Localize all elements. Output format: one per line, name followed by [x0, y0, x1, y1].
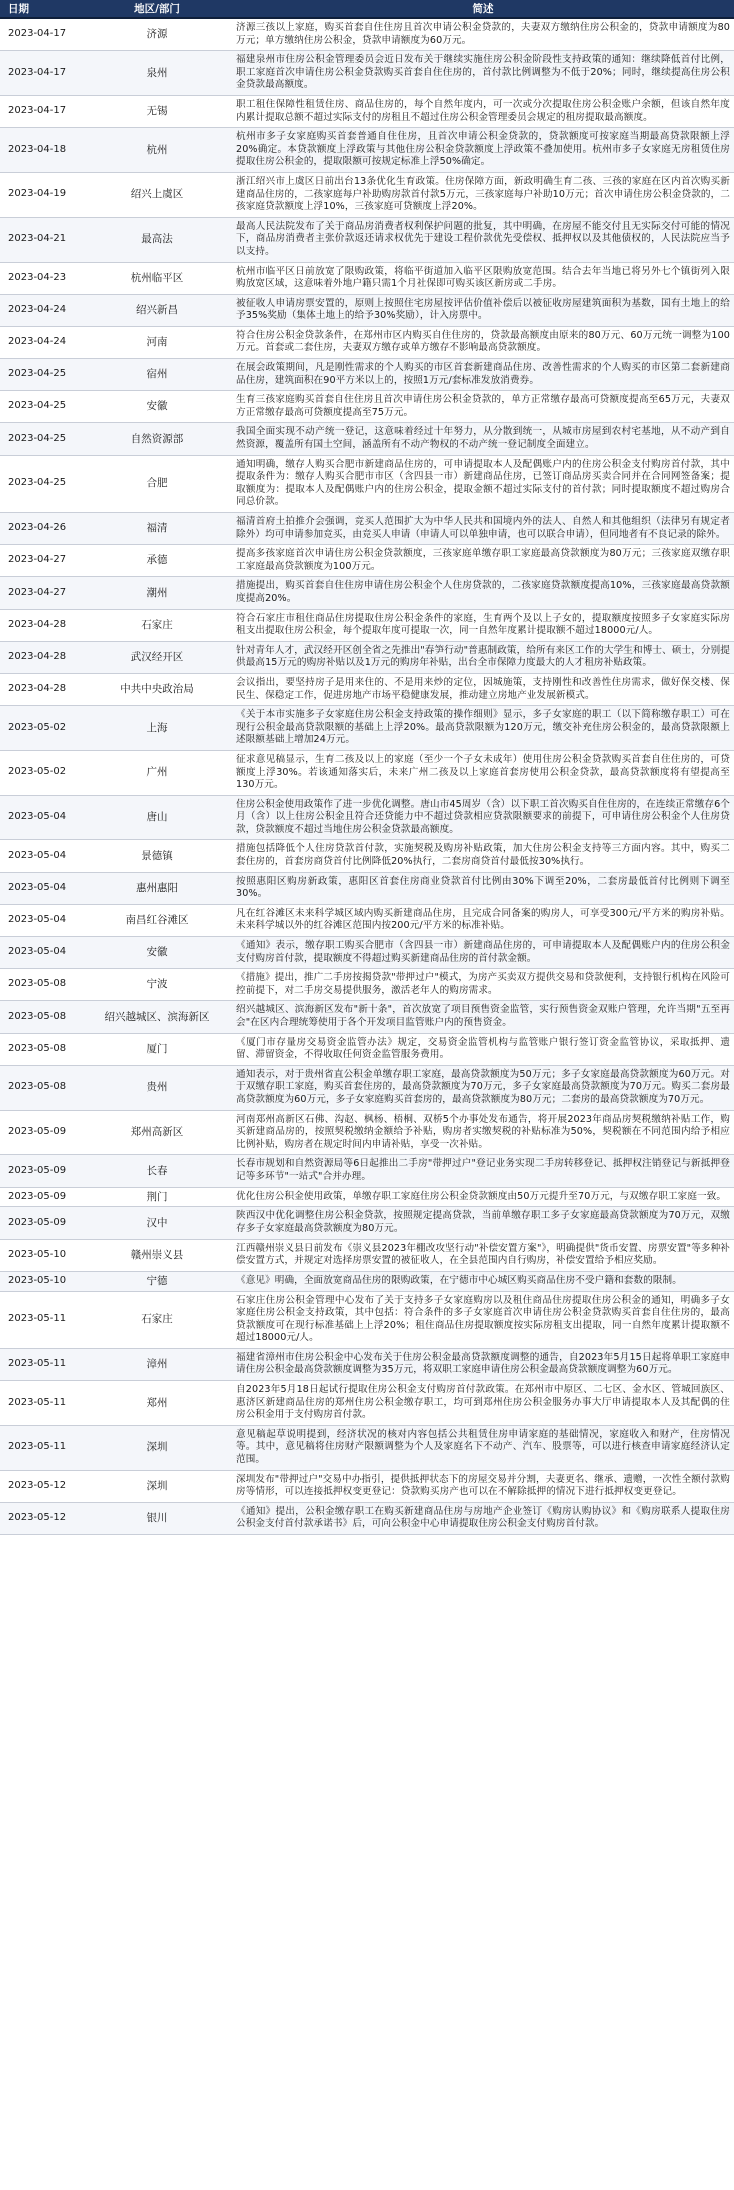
- date-cell: 2023-05-08: [0, 1065, 82, 1110]
- summary-cell: 会议指出，要坚持房子是用来住的、不是用来炒的定位，因城施策，支持刚性和改善性住房需求，做好保交楼、保民生、保稳定工作，促进房地产市场平稳健康发展，推动建立房地产业发展新模式。: [232, 673, 734, 705]
- region-cell: 自然资源部: [82, 423, 232, 455]
- summary-cell: 我国全面实现不动产统一登记，这意味着经过十年努力，从分散到统一，从城市房屋到农村宅基地，从不动产到自然资源，覆盖所有国土空间，涵盖所有不动产物权的不动产统一登记制度全面建立。: [232, 423, 734, 455]
- table-row: [0, 795, 734, 840]
- table-row: [0, 95, 734, 127]
- region-cell: 最高法: [82, 217, 232, 262]
- table-row: [0, 706, 734, 751]
- region-cell: 合肥: [82, 455, 232, 512]
- date-cell: 2023-04-21: [0, 217, 82, 262]
- table-row: [0, 172, 734, 217]
- region-cell: 泉州: [82, 51, 232, 96]
- table-row: [0, 1291, 734, 1348]
- region-cell: 河南: [82, 326, 232, 358]
- summary-cell: 最高人民法院发布了关于商品房消费者权利保护问题的批复，其中明确，在房屋不能交付且无实际交付可能的情况下，商品房消费者主张价款返还请求权优先于建设工程价款优先受偿权、抵押权以及其他债权的，人民法院应当予以支持。: [232, 217, 734, 262]
- date-cell: 2023-05-08: [0, 1033, 82, 1065]
- summary-cell: 按照惠阳区购房新政策，惠阳区首套住房商业贷款首付比例由30%下调至20%，二套房最低首付比例则下调至30%。: [232, 872, 734, 904]
- summary-cell: 石家庄住房公积金管理中心发布了关于支持多子女家庭购房以及租住商品住房提取住房公积金的通知，明确多子女家庭住房公积金支持政策，其中包括：符合条件的多子女家庭首次申请住房公积金贷款购买首套自住住房的，最高贷款额度可在现行标准基础上上浮20%；租住商品住房提取额度按实际房租支出提取，同一自然年度累计提取额不超过18000元/人。: [232, 1291, 734, 1348]
- table-row: [0, 294, 734, 326]
- region-cell: 上海: [82, 706, 232, 751]
- summary-cell: 《通知》表示，缴存职工购买合肥市（含四县一市）新建商品住房的，可申请提取本人及配偶账户内的住房公积金支付购房首付款，提取额度不得超过购买新建商品住房的首付款金额。: [232, 937, 734, 969]
- summary-cell: 措施包括降低个人住房贷款首付款，实施契税及购房补贴政策，加大住房公积金支持等三方面内容。其中，购买二套住房的，首套房商贷首付比例降低20%执行，二套房商贷首付最低按30%执行。: [232, 840, 734, 872]
- summary-cell: 济源三孩以上家庭，购买首套自住住房且首次申请公积金贷款的，夫妻双方缴纳住房公积金的，贷款申请额度为80万元；单方缴纳住房公积金，贷款申请额度为60万元。: [232, 18, 734, 51]
- date-cell: 2023-05-04: [0, 937, 82, 969]
- date-cell: 2023-04-19: [0, 172, 82, 217]
- region-cell: 宁波: [82, 969, 232, 1001]
- region-cell: 赣州崇义县: [82, 1239, 232, 1271]
- table-row: [0, 18, 734, 51]
- table-row: [0, 609, 734, 641]
- header-summary: 简述: [232, 0, 734, 18]
- date-cell: 2023-05-08: [0, 969, 82, 1001]
- table-row: [0, 513, 734, 545]
- date-cell: 2023-04-28: [0, 641, 82, 673]
- table-row: [0, 128, 734, 173]
- date-cell: 2023-04-25: [0, 391, 82, 423]
- date-cell: 2023-04-26: [0, 513, 82, 545]
- table-row: [0, 1207, 734, 1239]
- summary-cell: 征求意见稿显示，生育二孩及以上的家庭（至少一个子女未成年）使用住房公积金贷款购买首套自住住房的，可贷额度上浮30%。若该通知落实后，未来广州二孩及以上家庭首套房使用公积金贷款，最高贷款额度将有望提高至130万元。: [232, 750, 734, 795]
- date-cell: 2023-04-24: [0, 326, 82, 358]
- summary-cell: 凡在红谷滩区未来科学城区域内购买新建商品住房，且完成合同备案的购房人，可享受300元/平方米的购房补贴。未来科学城以外的红谷滩区范围内按200元/平方米的标准补贴。: [232, 904, 734, 936]
- table-row: [0, 840, 734, 872]
- table-row: [0, 326, 734, 358]
- date-cell: 2023-05-11: [0, 1425, 82, 1470]
- table-row: [0, 1239, 734, 1271]
- table-row: [0, 904, 734, 936]
- date-cell: 2023-05-10: [0, 1271, 82, 1291]
- summary-cell: 深圳发布"带押过户"交易中办指引，提供抵押状态下的房屋交易并分割，夫妻更名、继承、遗赠，一次性全额付款购房等情形，可以连接抵押权变更登记：贷款购买房产也可以在不解除抵押的情况下进行抵押权变更登记。: [232, 1470, 734, 1502]
- region-cell: 唐山: [82, 795, 232, 840]
- date-cell: 2023-04-25: [0, 455, 82, 512]
- date-cell: 2023-05-10: [0, 1239, 82, 1271]
- table-row: [0, 359, 734, 391]
- date-cell: 2023-05-12: [0, 1470, 82, 1502]
- summary-cell: 职工租住保障性租赁住房、商品住房的，每个自然年度内，可一次或分次提取住房公积金账户余额，但该自然年度内累计提取总额不超过实际支付的房租且不超过住房公积金管理委员会规定的租房提取最高额度。: [232, 95, 734, 127]
- date-cell: 2023-04-25: [0, 359, 82, 391]
- region-cell: 绍兴上虞区: [82, 172, 232, 217]
- summary-cell: 杭州市多子女家庭购买首套普通自住住房，且首次申请公积金贷款的，贷款额度可按家庭当期最高贷款限额上浮20%确定。本贷款额度上浮政策与其他住房公积金贷款额度上浮政策不叠加使用。杭州市多子女家庭无房租赁住房提取住房公积金的，提取限额可按规定标准上浮50%确定。: [232, 128, 734, 173]
- region-cell: 无锡: [82, 95, 232, 127]
- table-header: [0, 0, 734, 18]
- date-cell: 2023-05-09: [0, 1207, 82, 1239]
- summary-cell: 福清首府土拍推介会强调，竞买人范围扩大为中华人民共和国境内外的法人、自然人和其他组织（法律另有规定者除外）均可申请参加竞买，由竞买人申请（申请人可以单独申请，也可以联合申请），但同地者有不良记录的除外。: [232, 513, 734, 545]
- summary-cell: 符合住房公积金贷款条件，在郑州市区内购买自住住房的，贷款最高额度由原来的80万元、60万元统一调整为100万元。首套或二套住房，夫妻双方缴存或单方缴存不影响最高贷款额度。: [232, 326, 734, 358]
- region-cell: 宁德: [82, 1271, 232, 1291]
- region-cell: 广州: [82, 750, 232, 795]
- region-cell: 景德镇: [82, 840, 232, 872]
- summary-cell: 通知表示，对于贵州省直公积金单缴存职工家庭，最高贷款额度为50万元；多子女家庭最高贷款额度为60万元。对于双缴存职工家庭，购买首套住房的，最高贷款额度为70万元，多子女家庭最高贷款额度为70万元。购买二套房最高贷款额度为60万元，多子女家庭购买首套房的，最高贷款额度为80万元；二套房的最高贷款额度为70万元。: [232, 1065, 734, 1110]
- table-row: [0, 872, 734, 904]
- date-cell: 2023-05-11: [0, 1348, 82, 1380]
- summary-cell: 在展会政策期间，凡是刚性需求的个人购买的市区首套新建商品住房、改善性需求的个人购买的市区第二套新建商品住房，建筑面积在90平方米以上的，按照1万元/套标准发放消费券。: [232, 359, 734, 391]
- date-cell: 2023-05-12: [0, 1502, 82, 1534]
- summary-cell: 江西赣州崇义县日前发布《崇义县2023年棚改攻坚行动"补偿安置方案"》，明确提供"货币安置、房票安置"等多种补偿安置方式，并规定对选择房票安置的被征收人，在全县范围内自行购房，补偿安置给予相应奖励。: [232, 1239, 734, 1271]
- date-cell: 2023-05-11: [0, 1291, 82, 1348]
- date-cell: 2023-05-02: [0, 706, 82, 751]
- region-cell: 银川: [82, 1502, 232, 1534]
- table-row: [0, 455, 734, 512]
- header-region: 地区/部门: [82, 0, 232, 18]
- region-cell: 宿州: [82, 359, 232, 391]
- table-row: [0, 937, 734, 969]
- region-cell: 厦门: [82, 1033, 232, 1065]
- summary-cell: 自2023年5月18日起试行提取住房公积金支付购房首付款政策。在郑州市中原区、二七区、金水区、管城回族区、惠济区新建商品住房的郑州住房公积金缴存职工，均可到郑州住房公积金服务办事大厅申请提取本人及其配偶的住房公积金用于支付购房首付款。: [232, 1381, 734, 1426]
- table-row: [0, 1033, 734, 1065]
- region-cell: 武汉经开区: [82, 641, 232, 673]
- summary-cell: 被征收人申请房票安置的，原则上按照住宅房屋按评估价值补偿后以被征收房屋建筑面积为基数，国有土地上的给予35%奖励（集体土地上的给予30%奖励），计入房票中。: [232, 294, 734, 326]
- region-cell: 汉中: [82, 1207, 232, 1239]
- region-cell: 潮州: [82, 577, 232, 609]
- region-cell: 济源: [82, 18, 232, 51]
- summary-cell: 杭州市临平区日前放宽了限购政策，将临平街道加入临平区限购放宽范围。结合去年当地已将另外七个镇街列入限购放宽区域，这意味着外地户籍只需1个月社保即可购买该区新房或二手房。: [232, 262, 734, 294]
- date-cell: 2023-04-18: [0, 128, 82, 173]
- table-row: [0, 423, 734, 455]
- table-row: [0, 262, 734, 294]
- region-cell: 贵州: [82, 1065, 232, 1110]
- region-cell: 漳州: [82, 1348, 232, 1380]
- table-row: [0, 969, 734, 1001]
- table-row: [0, 1271, 734, 1291]
- date-cell: 2023-04-25: [0, 423, 82, 455]
- date-cell: 2023-05-08: [0, 1001, 82, 1033]
- table-row: [0, 391, 734, 423]
- region-cell: 深圳: [82, 1470, 232, 1502]
- table-row: [0, 1001, 734, 1033]
- region-cell: 中共中央政治局: [82, 673, 232, 705]
- region-cell: 石家庄: [82, 1291, 232, 1348]
- summary-cell: 《措施》提出，推广二手房按揭贷款"带押过户"模式，为房产买卖双方提供交易和贷款便利，支持银行机构在风险可控前提下，对二手房交易提供服务，激活老年人的购房需求。: [232, 969, 734, 1001]
- date-cell: 2023-04-24: [0, 294, 82, 326]
- summary-cell: 符合石家庄市租住商品住房提取住房公积金条件的家庭，生育两个及以上子女的，提取额度按照多子女家庭实际房租支出提取住房公积金，每个提取年度可提取一次，同一自然年度累计提取额不超过18000元/人。: [232, 609, 734, 641]
- summary-cell: 措施提出，购买首套自住住房申请住房公积金个人住房贷款的，二孩家庭贷款额度提高10%，三孩家庭最高贷款额度提高20%。: [232, 577, 734, 609]
- region-cell: 杭州临平区: [82, 262, 232, 294]
- region-cell: 惠州惠阳: [82, 872, 232, 904]
- summary-cell: 《关于本市实施多子女家庭住房公积金支持政策的操作细则》显示，多子女家庭的职工（以下简称缴存职工）可在现行公积金最高贷款限额的基础上上浮20%。最高贷款限额为120万元，缴交补充住房公积金的，最高贷款限额上述限额基础上增加24万元。: [232, 706, 734, 751]
- summary-cell: 提高多孩家庭首次申请住房公积金贷款额度，三孩家庭单缴存职工家庭最高贷款额度为80万元；三孩家庭双缴存职工家庭最高贷款额度为100万元。: [232, 545, 734, 577]
- date-cell: 2023-05-04: [0, 904, 82, 936]
- table-row: [0, 1348, 734, 1380]
- region-cell: 郑州: [82, 1381, 232, 1426]
- table-row: [0, 1470, 734, 1502]
- region-cell: 安徽: [82, 391, 232, 423]
- table-row: [0, 1110, 734, 1155]
- table-row: [0, 1425, 734, 1470]
- date-cell: 2023-04-23: [0, 262, 82, 294]
- region-cell: 杭州: [82, 128, 232, 173]
- date-cell: 2023-05-09: [0, 1187, 82, 1207]
- summary-cell: 《通知》提出，公积金缴存职工在购买新建商品住房与房地产企业签订《购房认购协议》和《购房联系人提取住房公积金支付首付款承诺书》后，可向公积金中心申请提取住房公积金支付购房首付款。: [232, 1502, 734, 1534]
- region-cell: 绍兴新昌: [82, 294, 232, 326]
- table-row: [0, 51, 734, 96]
- summary-cell: 陕西汉中优化调整住房公积金贷款，按照规定提高贷款，当前单缴存职工多子女家庭最高贷款额度为70万元，双缴存多子女家庭最高贷款额度为80万元。: [232, 1207, 734, 1239]
- date-cell: 2023-05-09: [0, 1155, 82, 1187]
- date-cell: 2023-04-28: [0, 673, 82, 705]
- summary-cell: 通知明确，缴存人购买合肥市新建商品住房的，可申请提取本人及配偶账户内的住房公积金支付购房首付款，其中提取条件为：缴存人购买合肥市市区（含四县一市）新建商品住房，已签订商品房买卖合同并在合同网签备案；提取额度为：提取本人及配偶账户内的住房公积金，提取金额不超过实际支付的首付款；同时提取额度不超过购房合同总价款。: [232, 455, 734, 512]
- summary-cell: 生育三孩家庭购买首套自住住房且首次申请住房公积金贷款的，单方正常缴存最高可贷额度提高至65万元，夫妻双方正常缴存最高可贷额度提高至75万元。: [232, 391, 734, 423]
- region-cell: 石家庄: [82, 609, 232, 641]
- region-cell: 安徽: [82, 937, 232, 969]
- date-cell: 2023-05-11: [0, 1381, 82, 1426]
- table-row: [0, 1065, 734, 1110]
- table-row: [0, 1381, 734, 1426]
- header-row: [0, 0, 734, 18]
- region-cell: 承德: [82, 545, 232, 577]
- date-cell: 2023-04-28: [0, 609, 82, 641]
- region-cell: 绍兴越城区、滨海新区: [82, 1001, 232, 1033]
- date-cell: 2023-05-04: [0, 840, 82, 872]
- summary-cell: 福建省漳州市住房公积金中心发布关于住房公积金最高贷款额度调整的通告，自2023年5月15日起将单职工家庭申请住房公积金最高贷款额度调整为35万元，将双职工家庭申请住房公积金最高贷款额度调整为60万元。: [232, 1348, 734, 1380]
- table-row: [0, 1502, 734, 1534]
- table-row: [0, 577, 734, 609]
- region-cell: 深圳: [82, 1425, 232, 1470]
- header-date: 日期: [0, 0, 82, 18]
- summary-cell: 针对青年人才，武汉经开区创全省之先推出"春笋行动"普惠制政策，给所有来区工作的大学生和博士、硕士，分别提供最高15万元的购房补贴以及1万元的购房年补贴，出台全市保障力度最大的人才租房补贴政策。: [232, 641, 734, 673]
- date-cell: 2023-04-17: [0, 18, 82, 51]
- summary-cell: 福建泉州市住房公积金管理委员会近日发布关于继续实施住房公积金阶段性支持政策的通知：继续降低首付比例，职工家庭首次申请住房公积金贷款购买首套自住住房的，首付款比例调整为不低于20%；同时，继续提高住房公积金贷款最高额度。: [232, 51, 734, 96]
- summary-cell: 住房公积金使用政策作了进一步优化调整。唐山市45周岁（含）以下职工首次购买自住住房的，在连续正常缴存6个月（含）以上住房公积金且符合还贷能力中不超过贷款相应贷款限额要求的前提下，可申请住房公积金个人住房贷款，贷款额度不超过当地住房公积金贷款最高额度。: [232, 795, 734, 840]
- summary-cell: 意见稿起草说明提到，经济状况的核对内容包括公共租赁住房申请家庭的基础情况，家庭收入和财产，住房情况等。其中，意见稿将住房财产限额调整为个人及家庭名下不动产、汽车、股票等，可以进行核查申请家庭经济认定范围。: [232, 1425, 734, 1470]
- date-cell: 2023-05-04: [0, 795, 82, 840]
- date-cell: 2023-05-02: [0, 750, 82, 795]
- date-cell: 2023-04-27: [0, 545, 82, 577]
- summary-cell: 浙江绍兴市上虞区日前出台13条优化生育政策。住房保障方面，新政明确生育二孩、三孩的家庭在区内首次购买新建商品住房的，二孩家庭每户补助购房款首付款5万元，三孩家庭每户补助10万元；首次申请住房公积金贷款的，二孩家庭贷款额度上浮10%，三孩家庭可贷额度上浮20%。: [232, 172, 734, 217]
- table-row: [0, 641, 734, 673]
- date-cell: 2023-04-17: [0, 95, 82, 127]
- region-cell: 长春: [82, 1155, 232, 1187]
- summary-cell: 《厦门市存量房交易资金监管办法》规定，交易资金监管机构与监管账户银行签订资金监管协议，采取抵押、遗留、滞留资金，不得收取任何资金监管服务费用。: [232, 1033, 734, 1065]
- table-row: [0, 1187, 734, 1207]
- summary-cell: 河南郑州高新区石佛、沟赵、枫杨、梧桐、双桥5个办事处发布通告，将开展2023年商品房契税缴纳补贴工作，购买新建商品房的，按照契税缴纳金额给予补贴，购房者实缴契税的补贴标准为50%，契税额在不同范围内给予相应比例补贴，购房者在规定时间内申请补贴，享受一次补贴。: [232, 1110, 734, 1155]
- date-cell: 2023-05-09: [0, 1110, 82, 1155]
- summary-cell: 《意见》明确，全面放宽商品住房的限购政策，在宁德市中心城区购买商品住房不受户籍和套数的限制。: [232, 1271, 734, 1291]
- table-row: [0, 1155, 734, 1187]
- table-row: [0, 545, 734, 577]
- table-row: [0, 750, 734, 795]
- region-cell: 郑州高新区: [82, 1110, 232, 1155]
- date-cell: 2023-04-27: [0, 577, 82, 609]
- summary-cell: 长春市规划和自然资源局等6日起推出二手房"带押过户"登记业务实现二手房转移登记、抵押权注销登记与新抵押登记等多环节"一站式"合并办理。: [232, 1155, 734, 1187]
- region-cell: 荆门: [82, 1187, 232, 1207]
- table-body: [0, 18, 734, 1535]
- table-row: [0, 217, 734, 262]
- table-row: [0, 673, 734, 705]
- summary-cell: 绍兴越城区、滨海新区发布"新十条"，首次放宽了项目预售资金监管，实行预售资金双账户管理，允许当期"五至再会"在区内合理统筹使用于各个开发项目监管账户内的预售资金。: [232, 1001, 734, 1033]
- date-cell: 2023-04-17: [0, 51, 82, 96]
- summary-cell: 优化住房公积金使用政策，单缴存职工家庭住房公积金贷款额度由50万元提升至70万元，与双缴存职工家庭一致。: [232, 1187, 734, 1207]
- region-cell: 福清: [82, 513, 232, 545]
- region-cell: 南昌红谷滩区: [82, 904, 232, 936]
- date-cell: 2023-05-04: [0, 872, 82, 904]
